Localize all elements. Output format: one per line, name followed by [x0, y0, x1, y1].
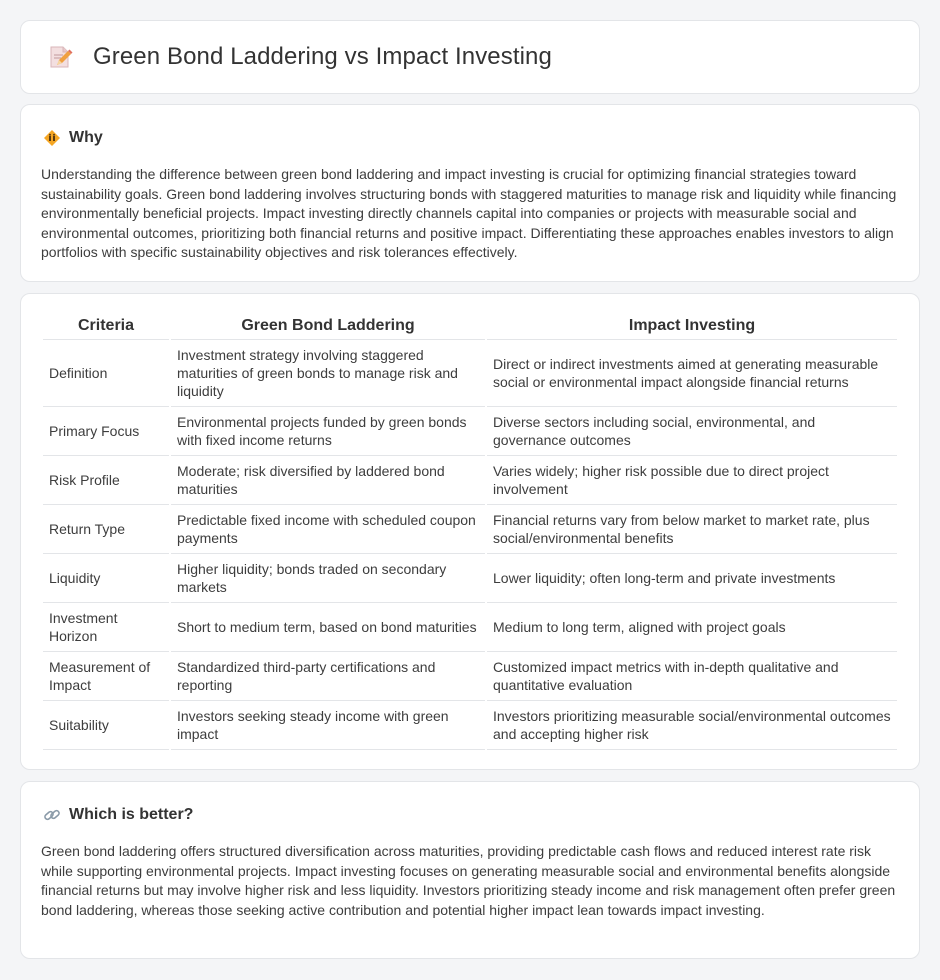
- comparison-table: [41, 314, 899, 750]
- green-bond-cell: Investors seeking steady income with green impact: [171, 701, 485, 750]
- which-is-better-section: [20, 781, 920, 959]
- comparison-table-card: [20, 293, 920, 770]
- header-green-bond-laddering: Green Bond Laddering: [171, 314, 485, 340]
- table-row: [43, 407, 897, 456]
- criteria-cell: Return Type: [43, 505, 169, 554]
- table-row: [43, 603, 897, 652]
- impact-cell: Customized impact metrics with in-depth qualitative and quantitative evaluation: [487, 652, 897, 701]
- green-bond-cell: Standardized third-party certifications and reporting: [171, 652, 485, 701]
- green-bond-cell: Higher liquidity; bonds traded on secondary markets: [171, 554, 485, 603]
- why-paragraph: Understanding the difference between green bond laddering and impact investing is crucial for optimizing financial strategies toward sustainability goals. Green bond laddering involves structuring bonds with staggered maturities to manage risk and liquidity while financing environmentally beneficial projects. Impact investing directly channels capital into companies or projects with measurable social and environmental outcomes, prioritizing both financial returns and positive impact. Differentiating these approaches enables investors to align portfolios with specific sustainability objectives and risk tolerances effectively.: [41, 166, 897, 260]
- criteria-cell: Investment Horizon: [43, 603, 169, 652]
- criteria-cell: Primary Focus: [43, 407, 169, 456]
- diamond-sign-icon: [43, 129, 61, 147]
- impact-cell: Varies widely; higher risk possible due to direct project involvement: [487, 456, 897, 505]
- impact-cell: Financial returns vary from below market to market rate, plus social/environmental benefits: [487, 505, 897, 554]
- which-is-better-paragraph: Green bond laddering offers structured diversification across maturities, providing predictable cash flows and reduced interest rate risk while supporting environmental projects. Impact investing focuses on generating measurable social and environmental benefits alongside financial returns but may involve higher risk and less liquidity. Investors prioritizing steady income and risk management often prefer green bond laddering, whereas those seeking active contribution and potential higher impact lean towards impact investing.: [41, 843, 896, 918]
- table-row: [43, 505, 897, 554]
- which-is-better-title: Which is better?: [69, 806, 194, 823]
- table-row: [43, 701, 897, 750]
- criteria-cell: Suitability: [43, 701, 169, 750]
- link-icon: [43, 806, 61, 824]
- green-bond-cell: Short to medium term, based on bond maturities: [171, 603, 485, 652]
- table-row: [43, 456, 897, 505]
- document-edit-icon: [47, 44, 73, 70]
- table-row: [43, 554, 897, 603]
- header-impact-investing: Impact Investing: [487, 314, 897, 340]
- impact-cell: Medium to long term, aligned with project goals: [487, 603, 897, 652]
- impact-cell: Direct or indirect investments aimed at generating measurable social or environmental impact alongside financial returns: [487, 340, 897, 407]
- table-header-row: [43, 314, 897, 340]
- page-title: Green Bond Laddering vs Impact Investing: [93, 43, 552, 70]
- table-row: [43, 652, 897, 701]
- criteria-cell: Liquidity: [43, 554, 169, 603]
- criteria-cell: Risk Profile: [43, 456, 169, 505]
- criteria-cell: Measurement of Impact: [43, 652, 169, 701]
- table-row: [43, 340, 897, 407]
- criteria-cell: Definition: [43, 340, 169, 407]
- why-section: [20, 104, 920, 282]
- green-bond-cell: Moderate; risk diversified by laddered bond maturities: [171, 456, 485, 505]
- impact-cell: Investors prioritizing measurable social/environmental outcomes and accepting higher risk: [487, 701, 897, 750]
- impact-cell: Lower liquidity; often long-term and private investments: [487, 554, 897, 603]
- impact-cell: Diverse sectors including social, environmental, and governance outcomes: [487, 407, 897, 456]
- why-title: Why: [69, 129, 103, 146]
- title-card: [20, 20, 920, 94]
- header-criteria: Criteria: [43, 314, 169, 340]
- green-bond-cell: Environmental projects funded by green bonds with fixed income returns: [171, 407, 485, 456]
- green-bond-cell: Predictable fixed income with scheduled coupon payments: [171, 505, 485, 554]
- green-bond-cell: Investment strategy involving staggered maturities of green bonds to manage risk and liquidity: [171, 340, 485, 407]
